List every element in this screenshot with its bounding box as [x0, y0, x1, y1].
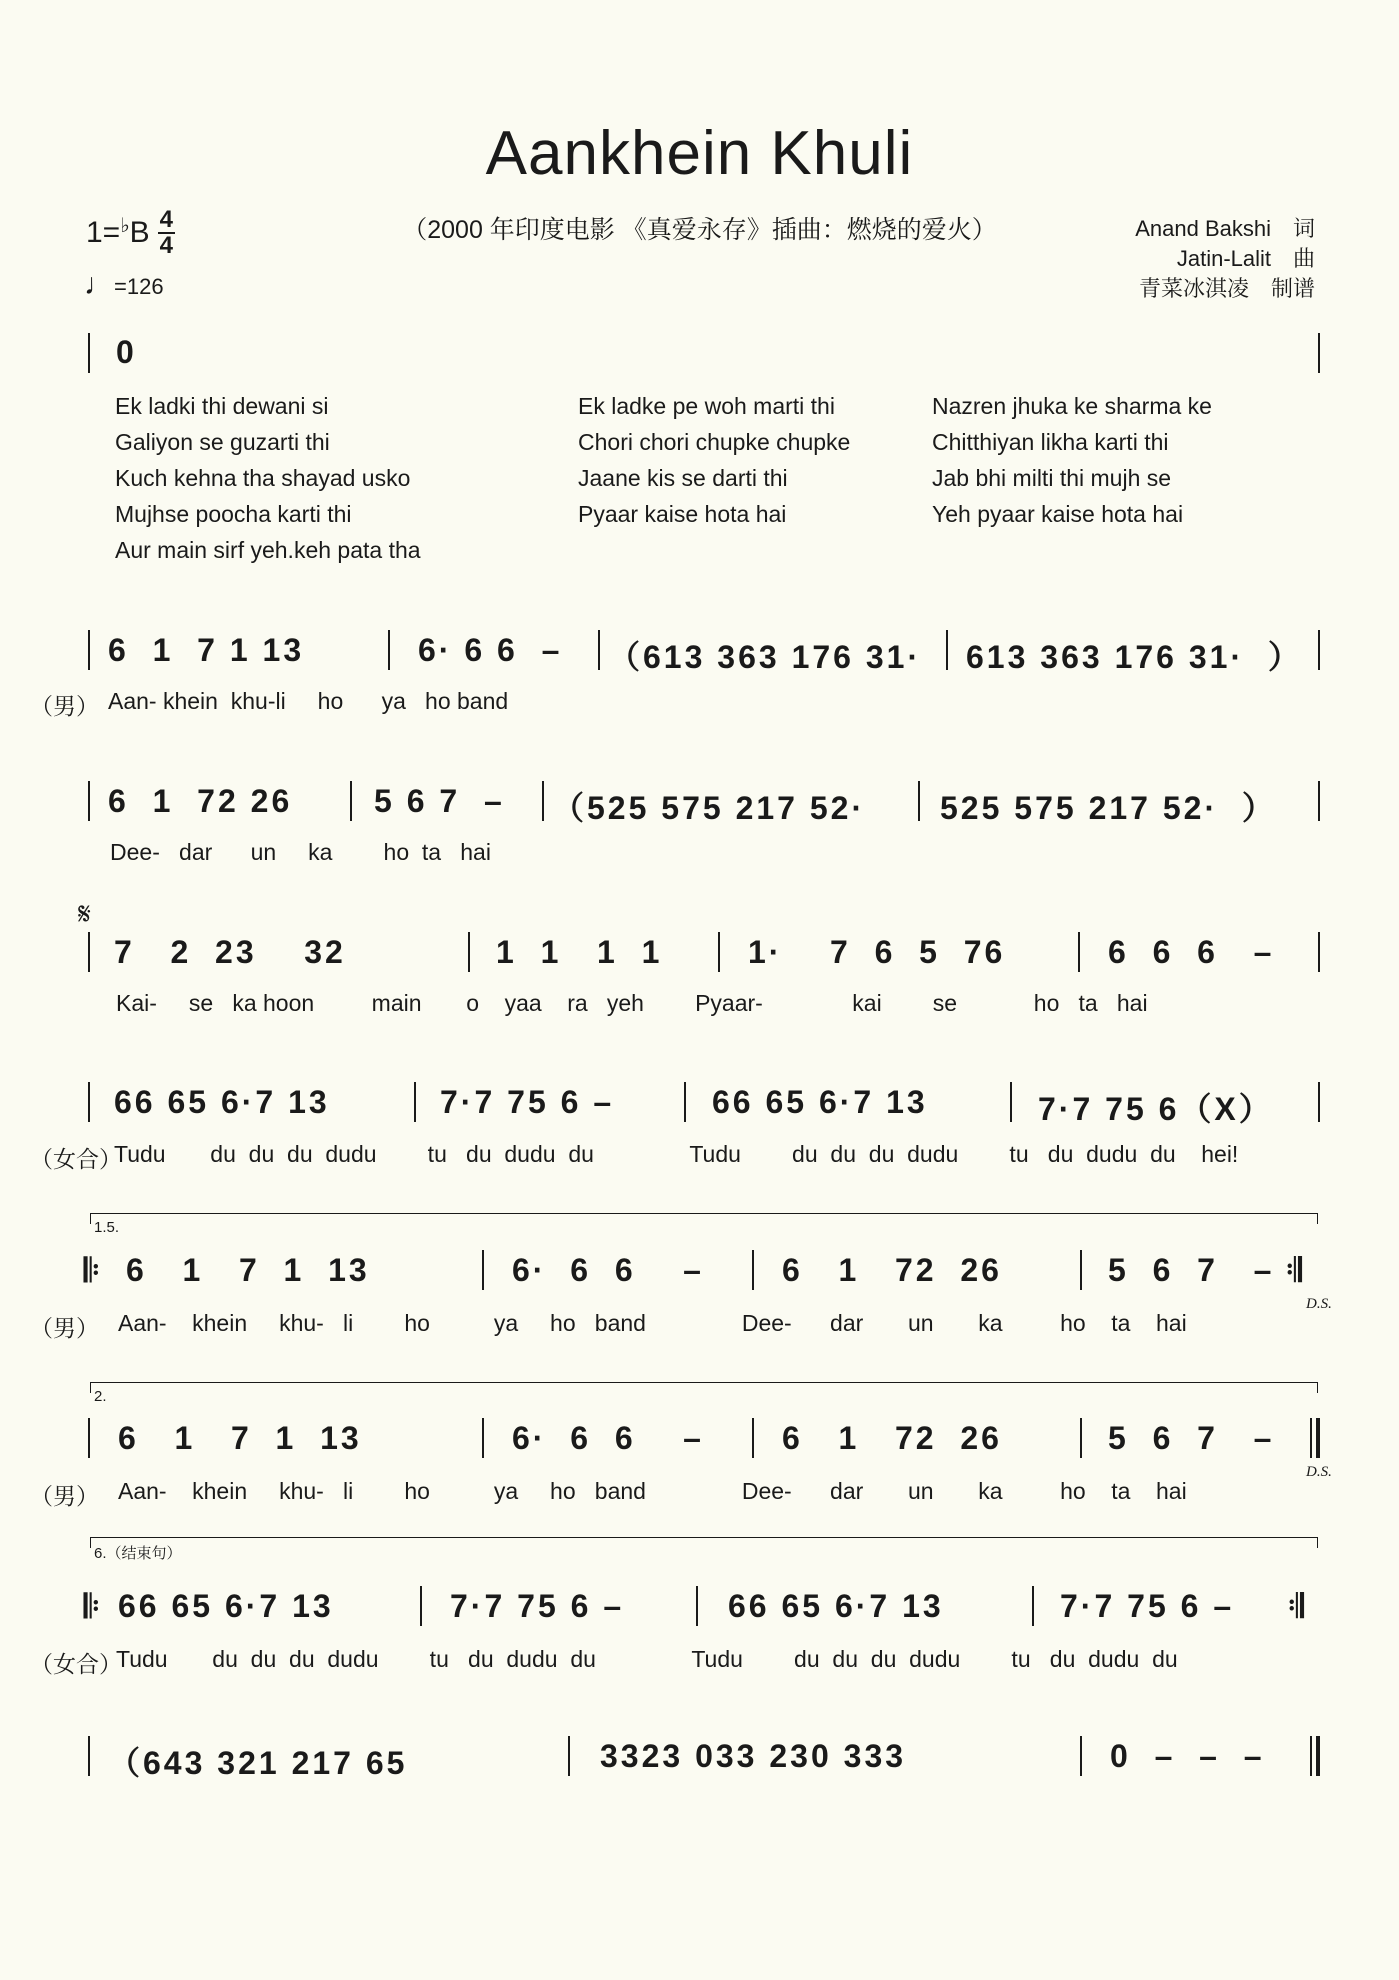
measure-notes: 613 363 176 31· ） [966, 639, 1303, 675]
barline [414, 1082, 416, 1122]
time-signature [158, 208, 175, 258]
measure-notes: 66 65 6·7 13 [114, 1084, 330, 1120]
barline [482, 1418, 484, 1458]
measure-notes: 6 1 7 1 13 [118, 1420, 362, 1456]
tempo-marking [84, 268, 164, 302]
measure-notes: 6 1 72 26 [108, 783, 293, 819]
credit-composer: Jatin-Lalit 曲 [1176, 246, 1315, 271]
barline [88, 781, 90, 821]
quarter-note-icon: ♩ [84, 268, 114, 301]
volta-label: 2. [94, 1388, 107, 1405]
intro-lyrics-col3: Nazren jhuka ke sharma ke Chitthiyan likha karti thi Jab bhi milti thi mujh se Yeh pyaar kaise hota hai [932, 393, 1212, 527]
barline [568, 1736, 570, 1776]
measure-notes: 6 1 7 1 13 [108, 632, 305, 668]
barline [598, 630, 600, 670]
repeat-start-sign: 𝄆 [84, 1588, 100, 1624]
barline [946, 630, 948, 670]
barline [718, 932, 720, 972]
barline [1080, 1250, 1082, 1290]
barline [420, 1586, 422, 1626]
final-barline-thin [1310, 1736, 1312, 1776]
intro-lyrics-col2: Ek ladke pe woh marti thi Chori chori chupke chupke Jaane kis se darti thi Pyaar kaise hota hai [578, 393, 851, 527]
final-barline-thin [1310, 1418, 1312, 1458]
volta-bracket [90, 1213, 1318, 1224]
measure-notes: 6 6 6 – [1108, 934, 1275, 970]
barline [684, 1082, 686, 1122]
measure-notes: （525 575 217 52· [552, 790, 866, 826]
barline [88, 1736, 90, 1776]
barline [1318, 781, 1320, 821]
time-top: 4 [159, 206, 174, 233]
role-label: （男） [30, 693, 99, 719]
measure-notes: 6· 6 6 – [418, 632, 563, 668]
final-barline-thick [1316, 1418, 1320, 1458]
intro-rest: 0 [116, 334, 137, 370]
measure-notes: 66 65 6·7 13 [118, 1588, 334, 1624]
time-bottom: 4 [159, 232, 174, 259]
barline [482, 1250, 484, 1290]
measure-notes: 7·7 75 6 – [450, 1588, 625, 1624]
lyric-line: Dee- dar un ka ho ta hai [110, 839, 491, 865]
barline [388, 630, 390, 670]
barline [752, 1250, 754, 1290]
lyric-line: Aan- khein khu- li ho ya ho band Dee- dar un ka ho ta hai [118, 1478, 1187, 1504]
barline [1318, 630, 1320, 670]
repeat-start-sign: 𝄆 [84, 1252, 100, 1288]
dal-segno-mark: D.S. [1306, 1464, 1332, 1480]
key-note: B [129, 216, 150, 249]
lyric-line: Tudu du du du dudu tu du dudu du Tudu du du du dudu tu du dudu du hei! [114, 1141, 1239, 1167]
measure-notes: 7 2 23 32 [114, 934, 346, 970]
barline [1318, 932, 1320, 972]
measure-notes: 6 1 7 1 13 [126, 1252, 370, 1288]
measure-notes: 66 65 6·7 13 [712, 1084, 928, 1120]
tempo-value: =126 [114, 274, 164, 299]
barline [88, 1082, 90, 1122]
barline [88, 1418, 90, 1458]
measure-notes: 5 6 7 – [374, 783, 505, 819]
credit-lyricist: Anand Bakshi 词 [1135, 216, 1315, 241]
role-label: （女合） [30, 1651, 122, 1677]
lyric-line: Aan- khein khu-li ho ya ho band [108, 688, 509, 714]
measure-notes: 1· 7 6 5 76 [748, 934, 1006, 970]
barline [88, 630, 90, 670]
measure-notes: 0 – – – [1110, 1738, 1265, 1774]
lyric-line: Tudu du du du dudu tu du dudu du Tudu du du du dudu tu du dudu du [116, 1646, 1178, 1672]
measure-notes: 5 6 7 – [1108, 1252, 1275, 1288]
barline [1080, 1736, 1082, 1776]
measure-notes: 5 6 7 – [1108, 1420, 1275, 1456]
measure-notes: 6 1 72 26 [782, 1420, 1002, 1456]
measure-notes: （613 363 176 31· [608, 639, 922, 675]
barline [1032, 1586, 1034, 1626]
credit-transcriber: 青菜冰淇凌 制谱 [1138, 276, 1315, 301]
barline [88, 333, 90, 373]
repeat-end-sign: 𝄇 [1286, 1252, 1302, 1288]
barline [918, 781, 920, 821]
role-label: （男） [30, 1315, 99, 1341]
barline [752, 1418, 754, 1458]
key-prefix: 1= [86, 216, 121, 249]
role-label: （女合） [30, 1146, 122, 1172]
barline [350, 781, 352, 821]
barline [542, 781, 544, 821]
flat-sign: ♭ [120, 214, 130, 237]
lyric-line: Kai- se ka hoon main o yaa ra yeh Pyaar- kai se ho ta hai [116, 990, 1148, 1016]
repeat-end-sign: 𝄇 [1288, 1588, 1304, 1624]
measure-notes: 6· 6 6 – [512, 1252, 704, 1288]
barline [88, 932, 90, 972]
volta-bracket [90, 1537, 1318, 1548]
volta-label: 6.（结束句） [94, 1545, 182, 1562]
barline [1318, 333, 1320, 373]
segno-icon: 𝄋 [78, 898, 91, 931]
measure-notes: 6 1 72 26 [782, 1252, 1002, 1288]
song-subtitle: （2000 年印度电影 《真爱永存》插曲：燃烧的爱火） [402, 216, 997, 244]
key-signature [86, 208, 175, 258]
barline [1080, 1418, 1082, 1458]
final-barline-thick [1316, 1736, 1320, 1776]
measure-notes: 3323 033 230 333 [600, 1738, 907, 1774]
barline [1010, 1082, 1012, 1122]
measure-notes: 1 1 1 1 [496, 934, 663, 970]
volta-bracket [90, 1382, 1318, 1393]
measure-notes: 7·7 75 6 – [1060, 1588, 1235, 1624]
dal-segno-mark: D.S. [1306, 1296, 1332, 1312]
measure-notes: 525 575 217 52· ） [940, 790, 1277, 826]
barline [468, 932, 470, 972]
lyric-line: Aan- khein khu- li ho ya ho band Dee- dar un ka ho ta hai [118, 1310, 1187, 1336]
intro-lyrics-col1: Ek ladki thi dewani si Galiyon se guzarti thi Kuch kehna tha shayad usko Mujhse poocha karti thi Aur main sirf yeh.keh pata tha [115, 393, 421, 563]
song-title: Aankhein Khuli [485, 119, 914, 188]
barline [696, 1586, 698, 1626]
measure-notes: （643 321 217 65 [108, 1745, 408, 1781]
barline [1078, 932, 1080, 972]
measure-notes: 66 65 6·7 13 [728, 1588, 944, 1624]
measure-notes: 7·7 75 6（X） [1038, 1091, 1274, 1127]
volta-label: 1.5. [94, 1219, 120, 1236]
barline [1318, 1082, 1320, 1122]
measure-notes: 6· 6 6 – [512, 1420, 704, 1456]
measure-notes: 7·7 75 6 – [440, 1084, 615, 1120]
role-label: （男） [30, 1483, 99, 1509]
